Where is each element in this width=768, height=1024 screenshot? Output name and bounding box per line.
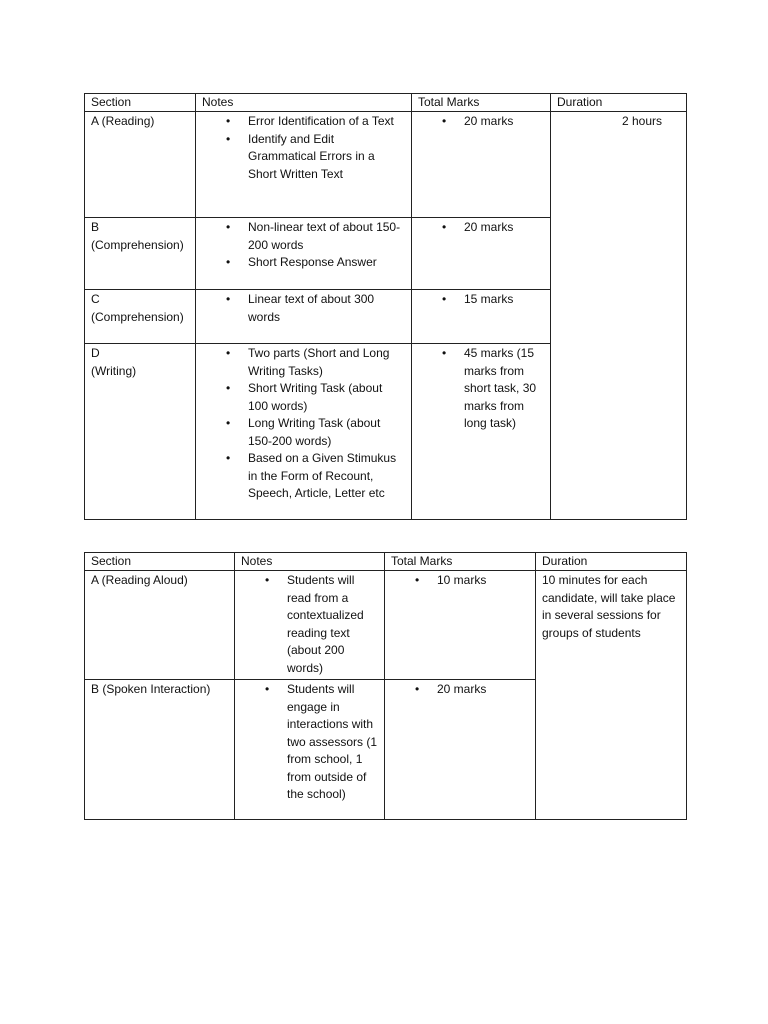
list-item: • 20 marks xyxy=(391,681,529,699)
written-exam-table xyxy=(84,93,687,520)
marks-cell xyxy=(412,112,551,218)
notes-cell xyxy=(196,112,412,218)
header-total-marks: Total Marks xyxy=(412,94,551,112)
list-item: • Error Identification of a Text xyxy=(202,113,405,131)
marks-cell xyxy=(412,218,551,290)
section-cell: A (Reading) xyxy=(85,112,196,218)
list-item: • Short Writing Task (about 100 words) xyxy=(202,380,405,415)
header-notes: Notes xyxy=(235,553,385,571)
marks-cell xyxy=(385,571,536,680)
marks-cell xyxy=(412,344,551,520)
list-item: • Two parts (Short and Long Writing Tasks) xyxy=(202,345,405,380)
list-item: • 20 marks xyxy=(418,219,544,237)
header-total-marks: Total Marks xyxy=(385,553,536,571)
list-item: • 15 marks xyxy=(418,291,544,309)
header-duration: Duration xyxy=(551,94,687,112)
table-row xyxy=(85,112,687,218)
duration-cell: 2 hours xyxy=(551,112,687,520)
marks-cell xyxy=(412,290,551,344)
table-header-row xyxy=(85,94,687,112)
section-cell: A (Reading Aloud) xyxy=(85,571,235,680)
section-cell: D (Writing) xyxy=(85,344,196,520)
list-item: • Students will engage in interactions with two assessors (1 from school, 1 from outside of the school) xyxy=(241,681,378,804)
oral-exam-table xyxy=(84,552,687,820)
notes-cell xyxy=(196,290,412,344)
duration-cell: 10 minutes for each candidate, will take place in several sessions for groups of students xyxy=(536,571,687,820)
section-cell: B (Comprehension) xyxy=(85,218,196,290)
header-section: Section xyxy=(85,94,196,112)
notes-cell xyxy=(235,571,385,680)
header-duration: Duration xyxy=(536,553,687,571)
list-item: • Short Response Answer xyxy=(202,254,405,272)
list-item: • Non-linear text of about 150-200 words xyxy=(202,219,405,254)
list-item: • Identify and Edit Grammatical Errors in a Short Written Text xyxy=(202,131,405,184)
header-notes: Notes xyxy=(196,94,412,112)
list-item: • 20 marks xyxy=(418,113,544,131)
table-row xyxy=(85,571,687,680)
section-cell: C (Comprehension) xyxy=(85,290,196,344)
notes-cell xyxy=(196,344,412,520)
list-item: • Based on a Given Stimukus in the Form of Recount, Speech, Article, Letter etc xyxy=(202,450,405,503)
table-header-row xyxy=(85,553,687,571)
list-item: • Long Writing Task (about 150-200 words) xyxy=(202,415,405,450)
list-item: • 10 marks xyxy=(391,572,529,590)
section-cell: B (Spoken Interaction) xyxy=(85,680,235,820)
list-item: • Students will read from a contextualized reading text (about 200 words) xyxy=(241,572,378,677)
list-item: • 45 marks (15 marks from short task, 30 marks from long task) xyxy=(418,345,544,433)
notes-cell xyxy=(196,218,412,290)
header-section: Section xyxy=(85,553,235,571)
notes-cell xyxy=(235,680,385,820)
marks-cell xyxy=(385,680,536,820)
list-item: • Linear text of about 300 words xyxy=(202,291,405,326)
